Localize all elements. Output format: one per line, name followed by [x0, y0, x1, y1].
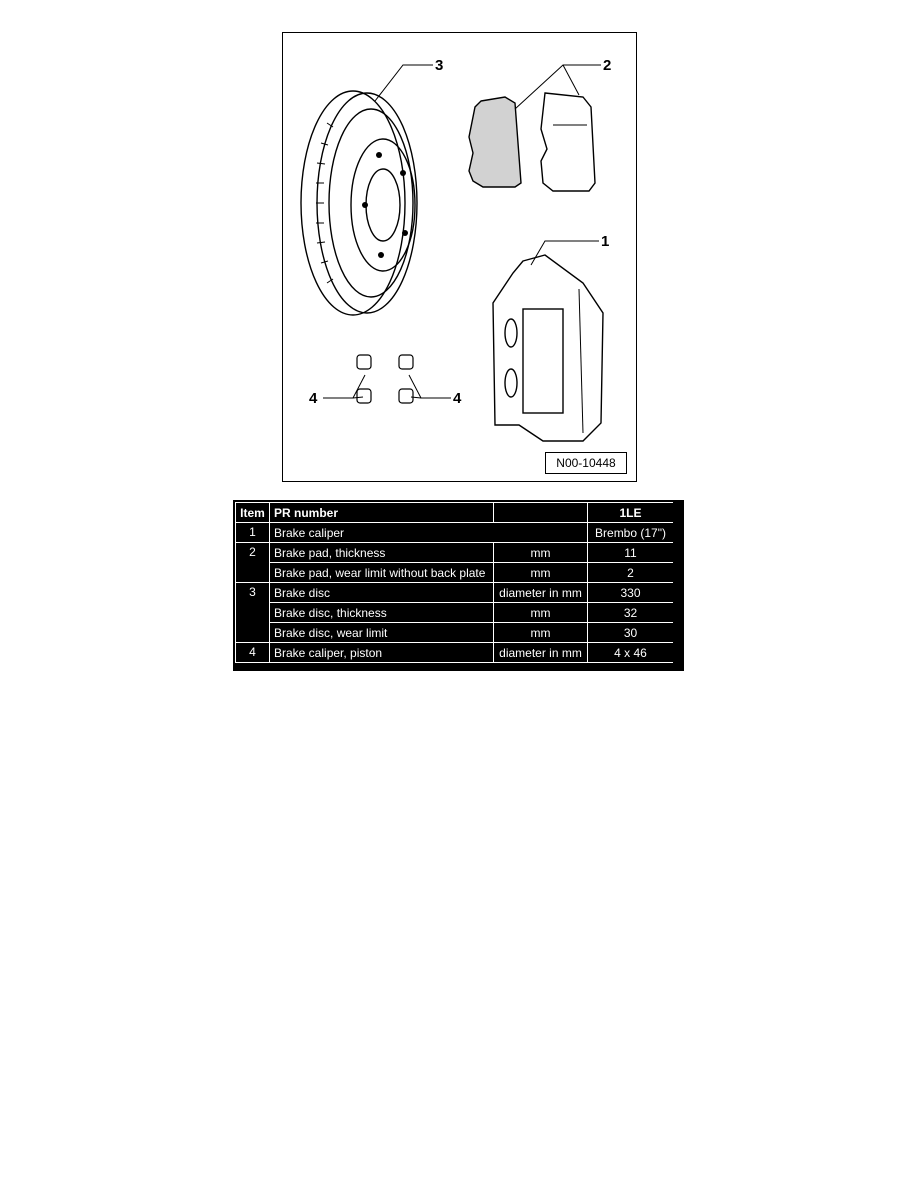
description: Brake caliper	[270, 523, 588, 543]
callout-4-right: 4	[453, 390, 462, 407]
callout-4-left: 4	[309, 390, 318, 407]
item-number: 1	[236, 523, 270, 543]
description: Brake pad, wear limit without back plate	[270, 563, 494, 583]
value: 330	[588, 583, 674, 603]
value: 30	[588, 623, 674, 643]
unit: diameter in mm	[494, 643, 588, 663]
item-number: 2	[236, 543, 270, 583]
table-row	[236, 583, 674, 603]
item-number: 3	[236, 583, 270, 643]
table-row	[236, 543, 674, 563]
description: Brake disc	[270, 583, 494, 603]
unit: mm	[494, 603, 588, 623]
callout-3: 3	[435, 57, 444, 74]
exploded-brake-diagram	[282, 32, 637, 482]
callout-2: 2	[603, 57, 612, 74]
brake-disc-drawing	[301, 91, 417, 315]
value: 11	[588, 543, 674, 563]
brake-pads-drawing	[469, 93, 595, 191]
table-header-row	[236, 503, 674, 523]
table-row	[236, 643, 674, 663]
callout-1: 1	[601, 233, 610, 250]
header-item: Item	[236, 503, 270, 523]
table-edge	[673, 501, 683, 670]
item-number: 4	[236, 643, 270, 663]
figure-id-label: N00-10448	[545, 452, 627, 474]
specification-table	[233, 500, 684, 671]
value: Brembo (17")	[588, 523, 674, 543]
value: 32	[588, 603, 674, 623]
brake-caliper-drawing	[493, 255, 603, 441]
value: 2	[588, 563, 674, 583]
description: Brake disc, thickness	[270, 603, 494, 623]
description: Brake disc, wear limit	[270, 623, 494, 643]
caliper-pistons-drawing	[357, 355, 413, 403]
table-row	[236, 623, 674, 643]
unit: mm	[494, 623, 588, 643]
header-unit	[494, 503, 588, 523]
value: 4 x 46	[588, 643, 674, 663]
header-pr-number: PR number	[270, 503, 494, 523]
unit: diameter in mm	[494, 583, 588, 603]
unit: mm	[494, 543, 588, 563]
brake-components-illustration	[283, 33, 638, 483]
unit: mm	[494, 563, 588, 583]
table-row	[236, 563, 674, 583]
description: Brake pad, thickness	[270, 543, 494, 563]
table-row	[236, 603, 674, 623]
description: Brake caliper, piston	[270, 643, 494, 663]
header-1le: 1LE	[588, 503, 674, 523]
table-row	[236, 523, 674, 543]
